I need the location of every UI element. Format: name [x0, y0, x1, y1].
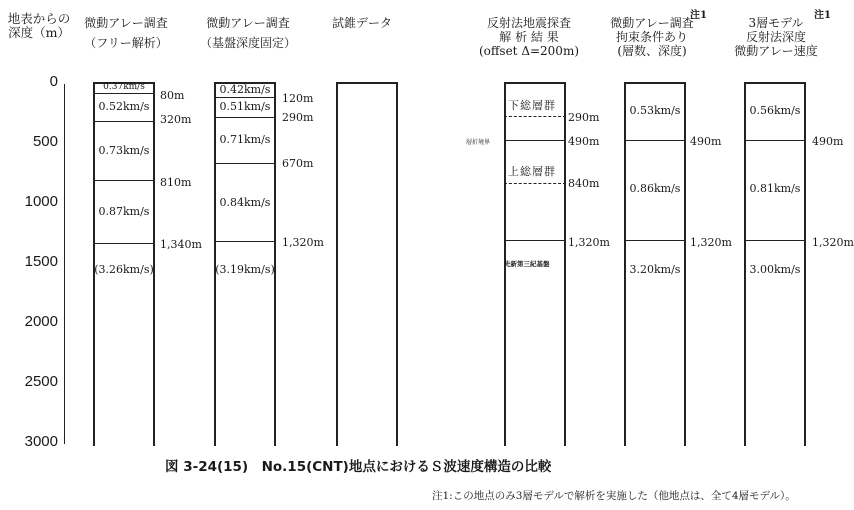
tick-label-3000: 3000: [24, 433, 58, 450]
col4-header-line3: (offset Δ=200m): [478, 44, 579, 58]
col6-depth-1320: 1,320m: [812, 236, 854, 249]
col2-boundary-1320: [214, 241, 276, 242]
tick-label-1000: 1000: [24, 193, 58, 210]
col6-header-line2: 反射法深度: [745, 30, 806, 44]
col1-velocity-layer3: 0.73km/s: [98, 144, 150, 157]
col1-depth-1340: 1,340m: [160, 238, 202, 251]
tick-label-1500: 1500: [24, 253, 58, 270]
col1-boundary-1340: [93, 243, 155, 244]
col4-depth-490: 490m: [568, 135, 600, 148]
col2-velocity-basement: (3.19km/s): [215, 263, 275, 276]
col5-header-line1: 微動アレー調査: [610, 16, 694, 30]
col5-boundary-1320: [624, 240, 686, 241]
col5-header-line3: (層数、深度): [617, 44, 687, 58]
axis-title-line2: 深度（m）: [8, 25, 70, 40]
col3-header-line1: 試錐データ: [331, 16, 392, 30]
col4-boundary-840: [504, 183, 566, 184]
col1-depth-80: 80m: [160, 89, 185, 102]
col2-depth-290: 290m: [282, 111, 314, 124]
col5-header-line2: 拘束条件あり: [615, 30, 688, 44]
col2-depth-1320: 1,320m: [282, 236, 324, 249]
col5-velocity-basement: 3.20km/s: [629, 263, 681, 276]
col2-boundary-290: [214, 117, 276, 118]
col5-depth-490: 490m: [690, 135, 722, 148]
col1-header-line1: 微動アレー調査: [84, 16, 168, 30]
col2-boundary-120: [214, 97, 276, 98]
col1-depth-810: 810m: [160, 176, 192, 189]
col4-boundary-1320: [504, 240, 566, 241]
col2-depth-120: 120m: [282, 92, 314, 105]
col5-note-marker: 注1: [690, 10, 707, 21]
col4-depth-840: 840m: [568, 177, 600, 190]
col2-velocity-layer2: 0.51km/s: [219, 100, 271, 113]
col5-velocity-layer1: 0.53km/s: [629, 104, 681, 117]
col4-depth-290: 290m: [568, 111, 600, 124]
col4-boundary-label: 層折境界: [466, 139, 491, 146]
col4-header-line2: 解 析 結 果: [499, 30, 559, 44]
col2-header-line1: 微動アレー調査: [206, 16, 290, 30]
col5-boundary-490: [624, 140, 686, 141]
col1-boundary-810: [93, 180, 155, 181]
col4-basement-label: 先新第三紀基盤: [504, 260, 550, 268]
col3-header: [322, 16, 402, 30]
col2-velocity-layer3: 0.71km/s: [219, 133, 271, 146]
col6-boundary-1320: [744, 240, 806, 241]
col1-velocity-layer4: 0.87km/s: [98, 205, 150, 218]
col2-boundary-670: [214, 163, 276, 164]
col4-group-upper: 下総層群: [508, 99, 556, 112]
col6-header-line3: 微動アレー速度: [734, 44, 818, 58]
col6-header-line1: 3層モデル: [748, 16, 804, 30]
tick-label-2000: 2000: [24, 313, 58, 330]
col4-boundary-290: [504, 116, 566, 117]
col2-depth-670: 670m: [282, 157, 314, 170]
axis-title: [4, 12, 74, 40]
col6-header: [724, 16, 828, 58]
col6-velocity-layer2: 0.81km/s: [749, 182, 801, 195]
col3-profile: [336, 82, 398, 446]
col2-header-line2: （基盤深度固定）: [199, 36, 296, 50]
col5-velocity-layer2: 0.86km/s: [629, 182, 681, 195]
col1-velocity-basement: (3.26km/s): [94, 263, 154, 276]
col2-velocity-layer1: 0.42km/s: [219, 83, 271, 96]
col1-header: [80, 16, 172, 50]
col4-boundary-490: [504, 140, 566, 141]
col6-boundary-490: [744, 140, 806, 141]
col5-header: [600, 16, 704, 58]
figure-caption: 図 3-24(15) No.15(CNT)地点におけるＳ波速度構造の比較: [165, 459, 552, 475]
axis-title-line1: 地表からの: [7, 11, 71, 26]
col6-velocity-basement: 3.00km/s: [749, 263, 801, 276]
col5-depth-1320: 1,320m: [690, 236, 732, 249]
col4-group-lower: 上総層群: [508, 165, 556, 178]
tick-label-500: 500: [32, 133, 58, 150]
col4-depth-1320: 1,320m: [568, 236, 610, 249]
col1-velocity-layer1: 0.37km/s: [103, 82, 145, 92]
footnote: 注1:この地点のみ3層モデルで解析を実施した（他地点は、全て4層モデル）。: [432, 490, 796, 502]
col4-header-line1: 反射法地震探査: [486, 16, 571, 30]
col1-header-line2: （フリー解析）: [84, 36, 168, 50]
col6-velocity-layer1: 0.56km/s: [749, 104, 801, 117]
col1-depth-320: 320m: [160, 113, 192, 126]
col2-velocity-layer4: 0.84km/s: [219, 196, 271, 209]
col6-depth-490: 490m: [812, 135, 844, 148]
col1-boundary-80: [93, 93, 155, 94]
col6-note-marker: 注1: [814, 10, 831, 21]
depth-axis-line: [64, 84, 65, 444]
col1-boundary-320: [93, 121, 155, 122]
col4-header: [474, 16, 584, 58]
tick-label-2500: 2500: [24, 373, 58, 390]
tick-label-0: 0: [49, 73, 58, 90]
col1-velocity-layer2: 0.52km/s: [98, 100, 150, 113]
col2-header: [198, 16, 298, 50]
